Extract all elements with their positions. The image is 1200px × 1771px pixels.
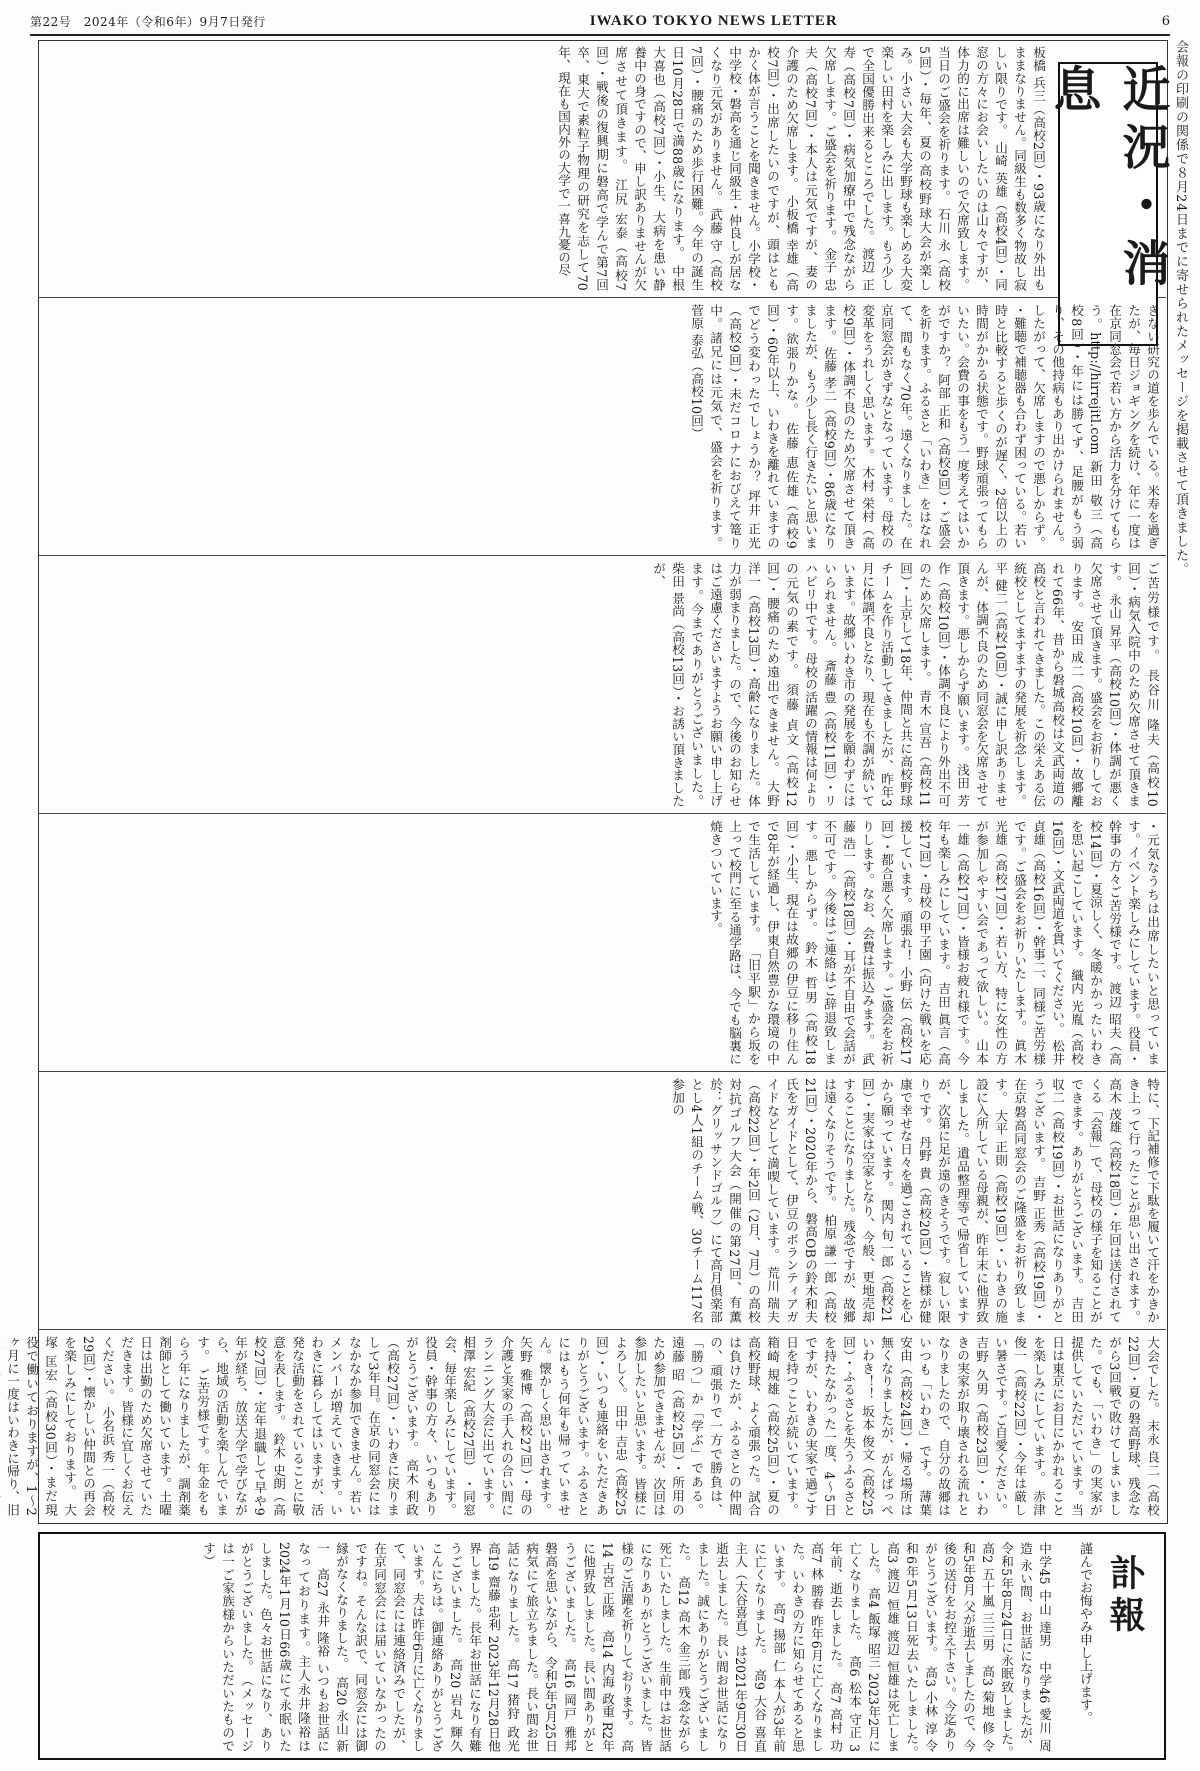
obituary-entry: 高7 林 勝春 昨年6月に亡くなりました。いわきの方に知らせてあると思います。 bbox=[771, 1542, 824, 1752]
news-band-2: きない研究の道を歩んでいる。米寿を過ぎたが、毎日ジョギングを続け、年に一度は在京同窓会で若い方から活力を分けてもらう。http://hirrejitl.com 新田 敬三（高校8回）・年には勝てず、足腰がもう弱り、その他持病もあり出かけられません。したがって、欠席しますので悪しからず。 ・難聴で補聴器も合わず困っている。若い時と比較すると歩くのが遅く、2倍以上の時間がかかる状態です。野球頑張ってもらいたい。会費の事をもう一度考えてはいかがですか？ 阿部 正和（高校9回）・ご盛会を祈ります。ふるさと「いわき」をはなれて、間もなく70年。遠くなりました。在京同窓会がきずなとなっています。母校の変革をうれしく思います。 木村 栄村（高校9回）・体調不良のため欠席させて頂きます。 佐藤 孝二（高校9回）・86歳になりましたが、もう少し長く行きたいと思います。欲張りかな。 佐藤 恵佐雄（高校9回）・60年以上、いわきを離れていますのでどう変わったでしょうか？ 坪井 正光（高校9回）・未だコロナにおびえて篭り中。諸兄には元気で、盛会を祈ります。 菅原 泰弘（高校10回） bbox=[38, 298, 1166, 556]
news-band-3: ご苦労様です。 長谷川 隆夫（高校10回）・病気入院中のため欠席させて頂きます。 永山 昇平（高校10回）・体調が悪く欠席させて頂きます。盛会をお祈りしております。 安田 成二（高校10回）・故郷離れて66年、昔から磐城高校は文武両道の高校と言われてきました。この栄えある伝統校としてますますの発展を祈念します。 平 健二（高校10回）・誠に申し訳ありませんが、体調不良のため同窓会を欠席させて頂きます。悪しからず願います。 浅田 芳作（高校10回）・体調不良により外出不可のため欠席します。 青木 宣吾（高校11回）・上京して18年、仲間と共に高校野球チームを作り活動してきましたが、昨年3月に体調不良となり、現在も不調が続いています。故郷いわき市の発展を願わずにはいられません。 斎藤 豊（高校11回）・リハビリ中です。母校の活躍の情報は何よりの元気の素です。 須藤 貞文（高校12回）・腰痛のため遠出できません。 大野 洋一（高校13回）・高齢になりました。体力が弱まりました。ので、今後のお知らせはご遠慮くださいますようお願い申し上げます。今までありがとうございました。 柴田 景尚（高校13回）・お誘い頂きましたが、 bbox=[38, 556, 1166, 814]
obituary-entry: 高6 松本 守正 3年前、逝去しました。 bbox=[828, 1542, 862, 1752]
page-number: 6 bbox=[1161, 13, 1170, 29]
section-title: 近況・消息 bbox=[1045, 64, 1170, 296]
editor-note: 会報の印刷の関係で８月24日までに寄せられたメッセージを掲載させて頂きました。 bbox=[1173, 40, 1188, 577]
obituary-entry: 高14 古宮 正隆 bbox=[600, 1542, 634, 1752]
obituary-entry: 高9 大谷 喜直 主人（大谷喜直）は2021年9月30日逝去しました。長い間お世話になりました。誠にありがとうございました。 bbox=[676, 1542, 767, 1752]
obituary-entry: 高12 高木 金三郎 残念ながら死亡いたしました。生前中はお世話になりありがとうございました。皆様のご活躍を祈りしております。 bbox=[619, 1542, 691, 1753]
obituary-entry: 高17 猪狩 政光 bbox=[505, 1658, 520, 1765]
obituary-entry: 高7 揚部 仁 本人が3年前に亡くなりました。 bbox=[752, 1542, 786, 1753]
obituary-intro: 謹んでお悔やみ申し上げます。 bbox=[1077, 1542, 1092, 1724]
obituary-entry: 高2 五十嵐 三三男 bbox=[980, 1542, 995, 1665]
issue-info: 第22号 2024年（令和6年）9月7日発行 bbox=[30, 14, 266, 29]
obituary-entry: 高3 菊地 修 令和5年8月 父が逝去しましたので、今後の送付をお控え下さい。今迄ありがとうございます。 bbox=[923, 1542, 995, 1752]
obituary-box bbox=[38, 1532, 1166, 1765]
newsletter-title: IWAKO TOKYO NEWS LETTER bbox=[589, 12, 838, 29]
obituary-body bbox=[50, 1542, 1054, 1765]
obituary-entry: 高3 小林 淳 令和6年5月13日死去いたしました。 bbox=[904, 1542, 938, 1765]
obituary-entry: 高19 齋藤 忠利 2023年12月28日他界しました。長年お世話になり有難うございました。 bbox=[448, 1542, 501, 1752]
page-header bbox=[30, 8, 1170, 36]
obituary-entry: 高16 岡戸 雅邦 磐高を思いながら、令和5年5月25日病気にて旅立ちました。長い間お世話になりました。 bbox=[505, 1542, 577, 1752]
obituary-footnote: （メッセージは一ご家族様からいただいたものです） bbox=[201, 1542, 254, 1752]
obituary-title: 訃報 bbox=[1104, 1554, 1145, 1638]
obituary-entry: 高3 渡辺 恒雄 渡辺 恒雄は死亡しました。 bbox=[866, 1542, 900, 1752]
obituary-entry: 中学46 愛川 周造 永い間、お世話になりましたが、令和5年8月24日に永眠致しました。 bbox=[999, 1542, 1052, 1765]
news-band-6 bbox=[5, 1330, 1166, 1522]
obituary-entry: 高20 岩丸 輝久 こんにちは。御連絡ありがとうございます。夫は昨年6月に亡くなりまして、同窓会には連絡済みでしたが、在京同窓会には届いていなかったのですね。そんな訳で、同窓会には御縁がなくなりました。 bbox=[334, 1542, 463, 1752]
news-band-6-text: 大会でした。 末永 良二（高校22回）・夏の磐高野球、残念ながら3回戦で敗けてしまいました。でも、「いわき」の実家が提供していただいています。当日は東京にお目にかかれることを楽しみにしています。 赤津 俊一（高校22回）・今年は厳しい暑さです。ご自愛ください。 吉野 久男（高校23回）・いわきの実家が取り壊される流れとなりましたので、自分の故郷はいつも「いわき」です。 薄葉 安由（高校24回）・帰る場所は無くなりましたが、がんばっぺいわき！！ 坂本 俊文（高校25回）・ふるさとを失うふるさとを持たなかった一度、4～5日ですが、いわきの実家で過ごす日を持つことが続いています。 箱崎 規雄（高校25回）・夏の高校野球、よく頑張った。試合は負けたが、ふるさとの仲間の、頑張りで一方で勝負は、「勝つ」か「学ぶ」である。 遠藤 昭（高校25回）・所用のため参加できませんが、次回は参加したいと思います。皆様によろしく。 田中 吉忠（高校25回）・いつも連絡をいただきありがとうございます。ふるさとにはもう何年も帰っていません。懐かしく思い出されます。 矢野 雅博（高校27回）・母の介護と実家の手入れの合い間にランニング大会に出ています。 相澤 宏紀（高校27回） bbox=[461, 1336, 1160, 1516]
news-band-5: 特に、下記補修で下駄を履いて汗をかきかき上って行ったことが思い出されます。 高木 茂雄（高校18回）・年回は送付されてくる「会報」で、母校の様子を知ることができます。ありがとうございます。 吉田 収二（高校19回）・お世話になりありがとうございます。 吉野 正秀（高校19回）・在京磐高同窓会のご隆盛をお祈り致します。 大平 正則（高校19回）・いわきの施設に入所している母親が、昨年末に他界致しました。遺品整理等で帰省していますが、次第に足が遠のきそうです。寂しい限りです。 丹野 貴（高校20回）・皆様が健康で幸せな日々を過ごされていることを心から願っています。 関内 旬一郎（高校21回）・実家は空家となり、今般、更地売却することになりました。残念ですが、故郷は遠くなりそうです。 柏原 謙一郎（高校21回）・2020年から、磐高OBの鈴木和夫氏をガイドとして、伊豆のボランティアガイドなどして満喫しています。 荒川 瑞夫（高校22回）・年2回（2月、7月）の高校対抗ゴルフ大会（開催の第27回、有薫於：グリッサンドゴルフ）にて高月倶楽部とし4人1組のチーム戦、30チーム117名参加の bbox=[38, 1072, 1166, 1330]
obituary-entry: 中学45 中山 達男 bbox=[1037, 1542, 1052, 1661]
news-band-4: ・元気なうちは出席したいと思っています。イベント楽しみにしています。役員・幹事の方々ご苦労様です。 渡辺 昭夫（高校14回）・夏涼しく、冬暖かかったいわきを思い起こしています。 織内 光胤（高校16回）・文武両道を貫いてください。 松井 貞雄（高校16回）・幹事二、同様ご苦労様です。ご盛会をお祈りいたします。 眞木 光雄（高校17回）・若い方、特に女性の方が参加しやすい会であって欲しい。 山本 一雄（高校17回）・皆様お疲れ様です。今年も楽しみにしています。 吉田 眞言（高校17回）・母校の甲子園（向けた戦いを応援しています。頑張れ！ 小野 伝（高校17回）・都合悪く欠席します。ご盛会をお祈りします。なお、会費は振込みます。 武藤 浩一（高校18回）・耳が不自由で会話が不可です。今後はご連絡はご辞退致します。悪しからず。 鈴木 哲男（高校18回）・小生、現在は故郷の伊豆に移り住んで8年が経過し、伊東自然豊かな環境の中で生活しています。 「旧平駅」から坂を上って校門に至る通学路は、今でも脳裏に焼きついています。 bbox=[38, 814, 1166, 1072]
news-band-1: 板橋 兵三（高校2回）・93歳になり外出もままなりません。同級生も数多く物故し寂しい限りです。 山崎 英雄（高校4回）・同窓の方々にお会いしたいのは山々ですが、体力的に出席は難しいので欠席致します。当日のご盛会を祈ります。 石川 永（高校5回）・毎年、夏の高校野球大会が楽しみ。小さい大会も大学野球も楽しめる大変楽しい田村を楽しみに出します。もう少しで全国優勝出来るところでした。 渡辺 正寿（高校7回）・病気加療中で残念ながら欠席します。ご盛会を祈ります。 金子 忠夫（高校7回）・本人は元気ですが、妻の介護のため欠席します。 小板橋 幸雄（高校7回）・出席したいのですが、頭はともかく体が言うことを聞きません。小学校・中学校・磐高を通じ同級生・仲良しが居なくなり元気がありません。 武藤 守（高校7回）・腰痛のため歩行困難。今年の誕生日10月28日で満88歳になります。 中根 大喜也（高校7回）・小生、大病を患い静養中の身ですので、申し訳ありませんが欠席させて頂きます。 江尻 宏泰（高校7回）・戦後の復興期に磐高で学んで第7回卒、東大で素粒子物理の研究を志して70年、現在も国内外の大学で一喜九憂の尽 bbox=[38, 40, 1166, 298]
obituary-entry: 高27 永井 隆裕 いつもお世話になっております。主人永井隆裕は2024年1月10日66歳にて永眠いたしました。色々お世話になり、ありがとうございました。 bbox=[239, 1542, 330, 1752]
obituary-entry: 高4 飯塚 昭三 2023年2月に亡くなりました。 bbox=[847, 1542, 881, 1752]
obituary-entry: 高7 高村 功 bbox=[828, 1682, 843, 1765]
obituary-entry: 高14 内海 政重 R2年に他界致しました。長い間ありがとうございました。 bbox=[562, 1542, 615, 1752]
news-band-extra-6: ・同窓会、毎年楽しみにしています。役員・幹事の方々、いつもありがとうございます。 高木 利政（高校27回）・いわきに戻りまして3年目。在京の同窓会にはなかなか参加できません。若いメンバーが増えていきます。いわきに暮らしてはいますが、活発な活動をされていることに敬意を表します。 鈴木 史朗（高校27回）・定年退職して早や9年が経ち、放送大学で学びながら、地域の活動を楽しんでいます。 ご苦労様です。年金をもらう年になりましたが、調剤薬剤師として働いています。土曜日は出勤のため欠席させていただきます。皆様に宜しくお伝えください。 小名浜 秀一（高校29回）・懐かしい仲間との再会を楽しみにしております。 大塚 匡宏（高校30回）・まだ現役で働いておりますが、1～2ヶ月に一度はいわきに帰り、旧 bbox=[5, 1336, 476, 1517]
obituary-entry: 高20 永山 新一 bbox=[315, 1542, 349, 1752]
